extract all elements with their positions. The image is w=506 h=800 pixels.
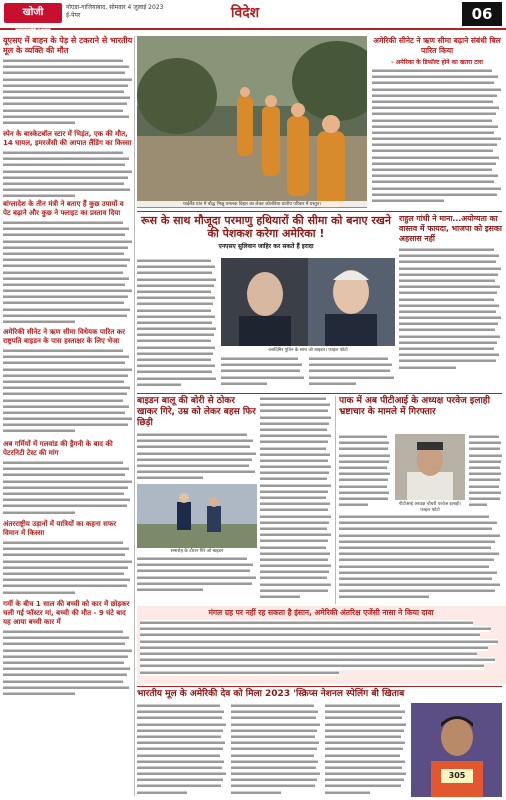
text-line bbox=[3, 319, 75, 325]
text-line bbox=[3, 590, 75, 596]
rahul-body bbox=[399, 247, 502, 375]
story3-headline: बांग्लादेश के तीन मंत्री ने बताए हैं कुछ उपायों व पेट बढ़ाने और कुछ ने फ्लाइट का प्रस्ताव दिया bbox=[3, 200, 124, 217]
pak-headline: पाक में अब पीटीआई के अध्यक्ष परवेज इलाही भ्रष्टाचार के मामले में गिरफ्तार bbox=[339, 396, 490, 417]
section-title: विदेश bbox=[230, 5, 260, 21]
story1-body bbox=[3, 58, 133, 130]
biden-fall-photo bbox=[137, 484, 257, 548]
spelling-badge: 305 bbox=[448, 771, 466, 780]
story5-body bbox=[3, 460, 133, 520]
story7-headline: गर्मी के बीच 1 साल की बच्ची को कार में छोड़कर चली गई फॉस्टर मां, बच्ची की मौत - 9 घंटे बाद यह आया बच्ची कार में bbox=[3, 600, 130, 626]
page-number: 06 bbox=[462, 2, 502, 26]
biden-body-2 bbox=[137, 556, 257, 596]
text-line bbox=[469, 502, 487, 508]
russia-body-col1 bbox=[137, 258, 217, 390]
spelling-body-col3 bbox=[325, 703, 407, 797]
text-line bbox=[3, 691, 75, 697]
text-line bbox=[399, 365, 456, 371]
rahul-headline: राहुल गांधी ने माना...अयोग्यता का वास्तव में फायदा, भाजपा को इसका अहसास नहीं bbox=[399, 214, 502, 243]
senate-body bbox=[372, 68, 502, 208]
text-line bbox=[231, 790, 281, 796]
text-line bbox=[339, 502, 368, 508]
senate-headline: अमेरिकी सीनेट ने ऋण सीमा बढ़ाने संबंधी बिल पारित किया bbox=[373, 36, 501, 55]
column-divider bbox=[134, 36, 135, 796]
senate-subheadline: - अमेरिका के डिफॉल्ट होने का खतरा टला bbox=[391, 59, 483, 66]
spelling-body-col2 bbox=[231, 703, 321, 797]
pak-body-col1 bbox=[339, 434, 391, 514]
left-column bbox=[3, 36, 133, 796]
putin-biden-illustration bbox=[221, 258, 395, 346]
text-line bbox=[309, 381, 356, 387]
biden-fall-illustration bbox=[137, 484, 257, 548]
section-divider bbox=[137, 393, 502, 394]
section-divider bbox=[137, 211, 502, 212]
pervez-elahi-illustration bbox=[395, 434, 465, 500]
text-line bbox=[137, 587, 203, 593]
pak-body-col3 bbox=[339, 514, 502, 604]
text-line bbox=[3, 428, 75, 434]
biden-photo-caption: समारोह के दौरान गिरे जो बाइडन bbox=[170, 549, 224, 554]
text-line bbox=[137, 790, 187, 796]
russia-body-col2 bbox=[221, 356, 305, 390]
story1-headline: यूएसए में बाहन के पेड़ से टकराने से भारतीय मूल के व्यक्ति की मौत bbox=[3, 36, 133, 55]
text-line bbox=[137, 382, 181, 388]
russia-byline: एनएसए सुलिवान जाहिर कर सकते हैं इरादा bbox=[218, 243, 314, 250]
story5-headline: अब गर्मियों में गलवांड की ड्रैगनी के बाद की पेटरनिटी टेस्ट की मांग bbox=[3, 440, 113, 457]
pak-body-col2 bbox=[469, 434, 502, 514]
biden-story bbox=[137, 396, 257, 604]
mars-story bbox=[140, 608, 502, 682]
spelling-headline: भारतीय मूल के अमेरिकी देव को मिला 2023 'स्क्रिप्स नेशनल स्पेलिंग बी खिताब bbox=[137, 689, 405, 699]
story6-body bbox=[3, 540, 133, 600]
story7-body bbox=[3, 629, 133, 701]
mars-headline: मंगल ग्रह पर नहीं रह सकता है इंसान, अमेरिकी अंतरिक्ष एजेंसी नासा ने किया दावा bbox=[208, 608, 434, 617]
story6-headline: अंतरराष्ट्रीय उड़ानों में यात्रियों का कहना सफर विमान में किस्सा bbox=[3, 520, 117, 537]
text-line bbox=[137, 475, 203, 481]
mars-body bbox=[140, 620, 502, 680]
text-line bbox=[372, 198, 444, 204]
monks-photo bbox=[137, 36, 367, 208]
text-line bbox=[140, 670, 339, 676]
rahul-story bbox=[399, 214, 502, 392]
masthead bbox=[0, 0, 506, 38]
russia-headline: रूस के साथ मौजूदा परमाणु हथियारों की सीमा को बनाए रखने की पेशकश करेगा अमेरिका ! bbox=[141, 214, 391, 240]
biden-body bbox=[137, 432, 257, 484]
text-line bbox=[221, 381, 267, 387]
text-line bbox=[339, 594, 429, 600]
text-line bbox=[3, 193, 75, 199]
story3-body bbox=[3, 220, 133, 328]
dev-shah-photo bbox=[411, 703, 502, 797]
brand-logo: खोजी एनसीआर bbox=[4, 3, 62, 23]
spelling-body-col1 bbox=[137, 703, 227, 797]
russia-body-col3 bbox=[309, 356, 395, 390]
senate-story bbox=[372, 36, 502, 211]
monks-photo-caption: थाईलैंड प्रांत में बौद्ध भिक्षु यमलक विहार का लेकर कोलंबिया प्रांतीय परिवार में प्रस्तुत। bbox=[137, 201, 367, 207]
date-line: नोएडा-गाजियाबाद, सोमवार 4 जुलाई 2023 ई-पेपर bbox=[66, 4, 164, 19]
text-line bbox=[325, 790, 370, 796]
monks-illustration bbox=[137, 36, 367, 208]
story2-headline: स्पेन के बास्केटबॉल स्टार में भिड़ंत, एक की मौत, 14 घायल, इमरजेंसी की आपात लैंडिंग का किस्सा bbox=[3, 130, 132, 147]
pervez-elahi-photo bbox=[395, 434, 465, 500]
story2-body bbox=[3, 150, 133, 200]
text-line bbox=[3, 510, 75, 516]
section-divider bbox=[137, 686, 502, 687]
pak-photo-caption: पीटीआई अध्यक्ष चौधरी परवेज इलाही। फाइल फोटो bbox=[398, 502, 462, 513]
biden-headline: बाइडन बालू की बोरी से ठोकर खाकर गिरे, उम्र को लेकर बहस फिर छिड़ी bbox=[137, 396, 256, 428]
putin-biden-photo bbox=[221, 258, 395, 346]
text-line bbox=[3, 120, 75, 126]
story4-headline: अमेरिकी सीनेट ने ऋण सीमा विधेयक पारित कर राष्ट्रपति बाइडन के पास हस्ताक्षर के लिए भेजा bbox=[3, 328, 126, 345]
biden-body-col2 bbox=[260, 396, 332, 604]
russia-story bbox=[137, 214, 395, 392]
story4-body bbox=[3, 348, 133, 440]
column-divider bbox=[335, 396, 336, 604]
russia-photo-caption: व्लादिमिर पुतिन के साथ जो बाइडन। फाइल फोटो bbox=[268, 348, 348, 353]
text-line bbox=[260, 594, 300, 600]
